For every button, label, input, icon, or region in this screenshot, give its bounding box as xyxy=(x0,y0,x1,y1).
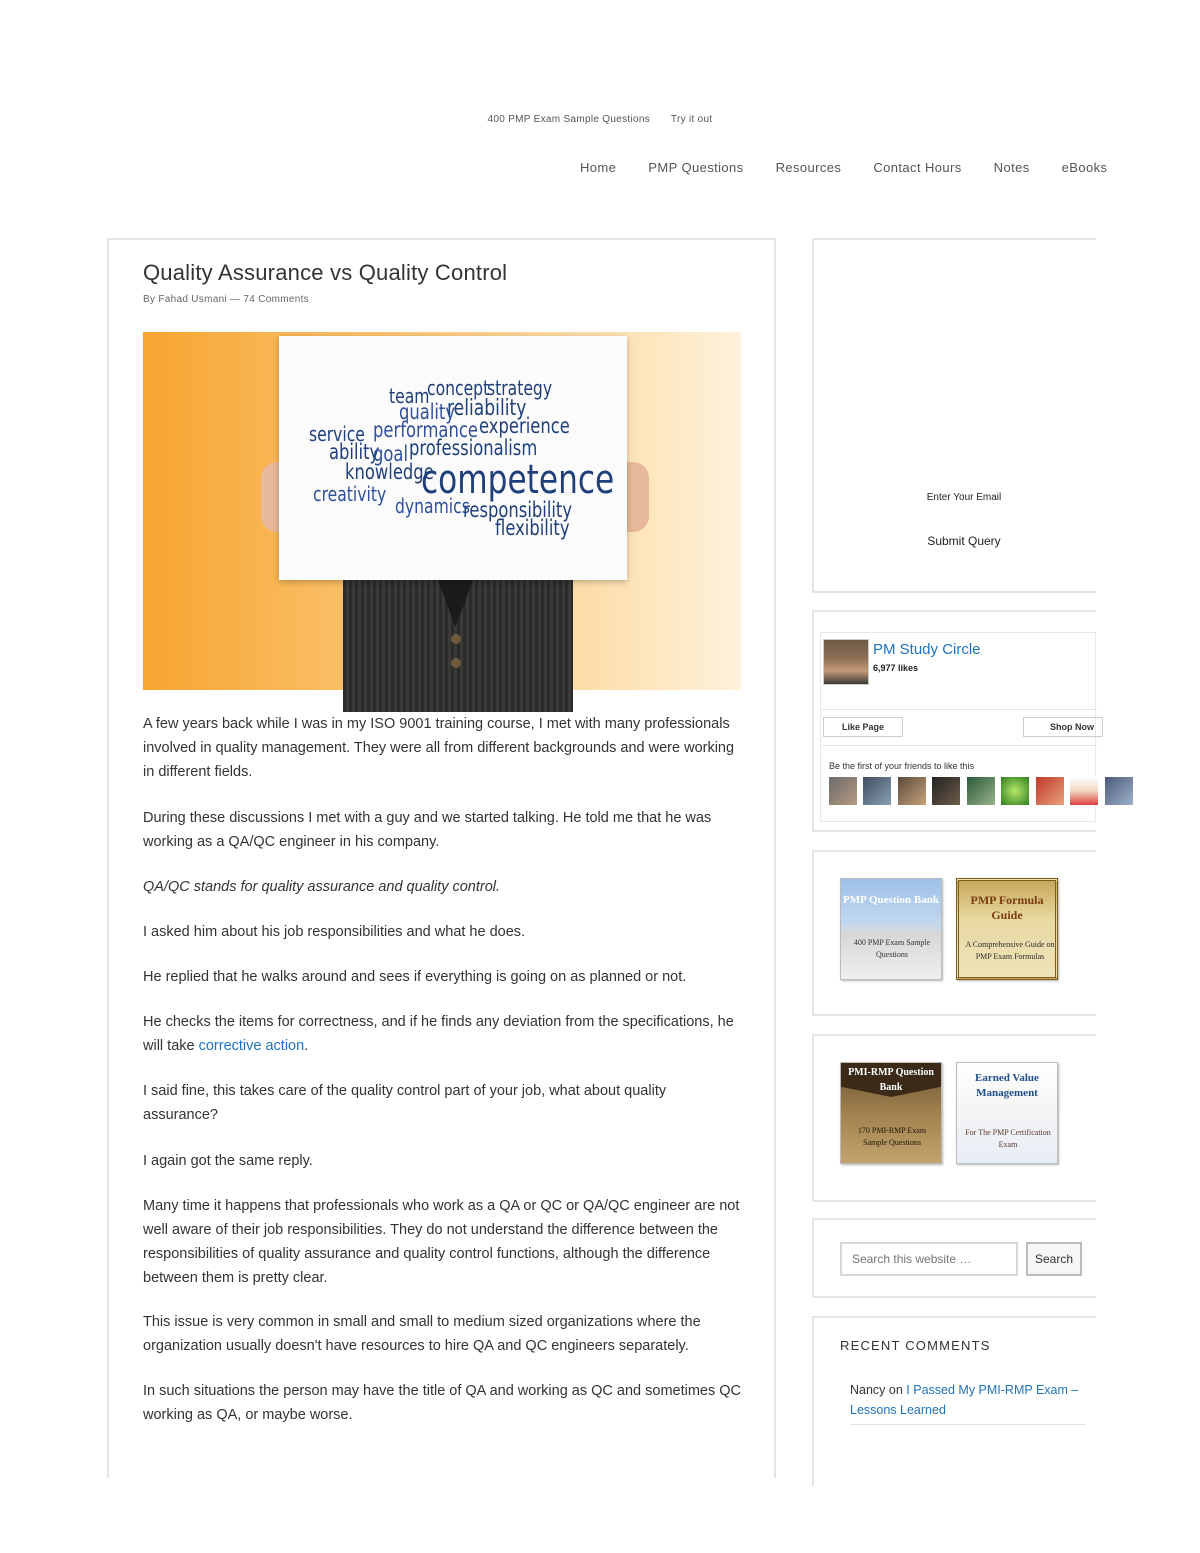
main-nav xyxy=(580,160,1108,180)
suit-button xyxy=(451,658,461,668)
paragraph: I again got the same reply. xyxy=(143,1153,313,1169)
divider xyxy=(821,745,1097,746)
friend-avatar[interactable] xyxy=(932,777,960,805)
word-cloud-word: competence xyxy=(421,457,615,503)
paragraph: This issue is very common in small and small to medium sized organizations where the organization usually doesn't have resources to hire QA and QC engineers separately. xyxy=(143,1314,701,1354)
friend-avatar[interactable] xyxy=(898,777,926,805)
paragraph-text: He checks the items for correctness, and if he finds any deviation from the specifications, he will take xyxy=(143,1014,734,1054)
friend-avatar[interactable] xyxy=(1001,777,1029,805)
post-byline: By Fahad Usmani — 74 Comments xyxy=(143,294,309,305)
article xyxy=(107,238,776,1478)
word-cloud-word: dynamics xyxy=(395,494,470,518)
book-title: PMI-RMP Question Bank xyxy=(848,1067,934,1093)
comment-joiner: on xyxy=(885,1383,907,1397)
book-cover-pmp-question-bank[interactable] xyxy=(840,878,942,980)
word-cloud-word: creativity xyxy=(313,482,387,506)
word-cloud-word: reliability xyxy=(447,396,527,421)
word-cloud-word: responsibility xyxy=(463,498,573,522)
book-title: PMP Question Bank xyxy=(843,894,939,906)
promo-link[interactable]: 400 PMP Exam Sample Questions xyxy=(487,114,651,125)
book-title: Earned Value Management xyxy=(975,1072,1039,1099)
email-signup-widget xyxy=(812,238,1096,593)
book-cover-pmp-formula-guide[interactable] xyxy=(956,878,1058,980)
nav-item-resources[interactable]: Resources xyxy=(775,160,842,175)
word-cloud-word: ability xyxy=(329,440,380,464)
search-button[interactable]: Search xyxy=(1026,1242,1082,1276)
paragraph: Many time it happens that professionals who work as a QA or QC or QA/QC engineer are not well aware of their job responsibilities. They do not understand the difference between the responsibilities of quality assurance and quality control functions, although the difference between them is pretty clear. xyxy=(143,1198,740,1286)
nav-item-ebooks[interactable]: eBooks xyxy=(1061,160,1108,175)
facebook-likes-count: 6,977 likes xyxy=(873,663,919,673)
paragraph: I said fine, this takes care of the quality control part of your job, what about quality assurance? xyxy=(143,1083,667,1123)
email-label[interactable]: Enter Your Email xyxy=(926,492,1002,503)
friend-avatar[interactable] xyxy=(1105,777,1133,805)
suit-button xyxy=(451,634,461,644)
shop-now-label: Shop Now xyxy=(1050,722,1094,732)
friend-avatar[interactable] xyxy=(1036,777,1064,805)
comment-author: Nancy xyxy=(850,1383,886,1397)
like-page-button[interactable] xyxy=(823,717,903,737)
recent-comments-heading: RECENT COMMENTS xyxy=(840,1338,991,1353)
ebooks-widget xyxy=(812,850,1096,1016)
comment-post-link[interactable]: I Passed My PMI-RMP Exam – Lessons Learned xyxy=(850,1383,1079,1417)
nav-item-pmp-questions[interactable]: PMP Questions xyxy=(648,160,744,175)
book-cover-earned-value-management[interactable] xyxy=(956,1062,1058,1164)
friends-like-text: Be the first of your friends to like this xyxy=(829,761,975,771)
divider xyxy=(821,709,1097,710)
friend-avatar[interactable] xyxy=(1070,777,1098,805)
nav-item-contact-hours[interactable]: Contact Hours xyxy=(873,160,962,175)
word-cloud-word: team xyxy=(389,384,430,408)
recent-comment-item xyxy=(850,1380,1086,1420)
search-input[interactable] xyxy=(840,1242,1018,1276)
book-subtitle: 400 PMP Exam Sample Questions xyxy=(853,938,931,959)
friend-avatar[interactable] xyxy=(829,777,857,805)
submit-query-button[interactable]: Submit Query xyxy=(927,534,1001,548)
paragraph-italic: QA/QC stands for quality assurance and quality control. xyxy=(143,879,501,895)
divider xyxy=(850,1424,1086,1425)
word-cloud-word: service xyxy=(309,422,365,446)
facebook-page-name[interactable]: PM Study Circle xyxy=(873,641,981,658)
book-title: PMP Formula Guide xyxy=(970,893,1044,922)
page-avatar[interactable] xyxy=(823,639,869,685)
recent-comments-widget xyxy=(812,1316,1096,1486)
book-subtitle: For The PMP Certification Exam xyxy=(965,1128,1051,1149)
promo-bar xyxy=(0,114,1200,125)
word-cloud-word: performance xyxy=(373,418,478,442)
corrective-action-link[interactable]: corrective action xyxy=(198,1038,305,1054)
word-cloud-board xyxy=(279,336,627,580)
word-cloud-word: experience xyxy=(479,414,570,438)
friend-avatars xyxy=(829,777,1135,805)
word-cloud-word: concept xyxy=(427,376,490,400)
paragraph-text: . xyxy=(304,1038,309,1054)
paragraph: He replied that he walks around and sees if everything is going on as planned or not. xyxy=(143,969,687,985)
facebook-widget xyxy=(812,610,1096,832)
paragraph xyxy=(143,1010,743,1058)
shop-now-button[interactable] xyxy=(1023,717,1103,737)
word-cloud-word: knowledge xyxy=(345,460,434,484)
book-subtitle: 170 PMI-RMP Exam Sample Questions xyxy=(857,1126,927,1147)
paragraph: In such situations the person may have the title of QA and working as QC and sometimes QC working as QA, or maybe worse. xyxy=(143,1383,742,1423)
word-cloud-word: strategy xyxy=(487,376,553,400)
paragraph: During these discussions I met with a guy and we started talking. He told me that he was working as a QA/QC engineer in his company. xyxy=(143,810,712,850)
word-cloud-word: professionalism xyxy=(409,436,538,460)
nav-item-home[interactable]: Home xyxy=(580,160,617,175)
post-title[interactable]: Quality Assurance vs Quality Control xyxy=(143,260,508,285)
book-subtitle: A Comprehensive Guide on PMP Exam Formulas xyxy=(965,940,1055,961)
hero-image xyxy=(143,332,741,690)
friend-avatar[interactable] xyxy=(967,777,995,805)
search-widget xyxy=(812,1218,1096,1298)
paragraph: A few years back while I was in my ISO 9001 training course, I met with many professionals involved in quality management. They were all from different backgrounds and were working in different fields. xyxy=(143,716,735,780)
word-cloud-word: flexibility xyxy=(495,516,570,540)
nav-item-notes[interactable]: Notes xyxy=(993,160,1030,175)
promo-cta-link[interactable]: Try it out xyxy=(670,114,713,125)
facebook-page-plugin xyxy=(820,632,1096,822)
ebooks-widget-2 xyxy=(812,1034,1096,1202)
word-cloud-word: quality xyxy=(399,400,456,424)
word-cloud-word: goal xyxy=(373,442,409,466)
like-page-label: Like Page xyxy=(841,722,885,732)
friend-avatar[interactable] xyxy=(863,777,891,805)
paragraph: I asked him about his job responsibilities and what he does. xyxy=(143,924,526,940)
book-cover-pmi-rmp-question-bank[interactable] xyxy=(840,1062,942,1164)
